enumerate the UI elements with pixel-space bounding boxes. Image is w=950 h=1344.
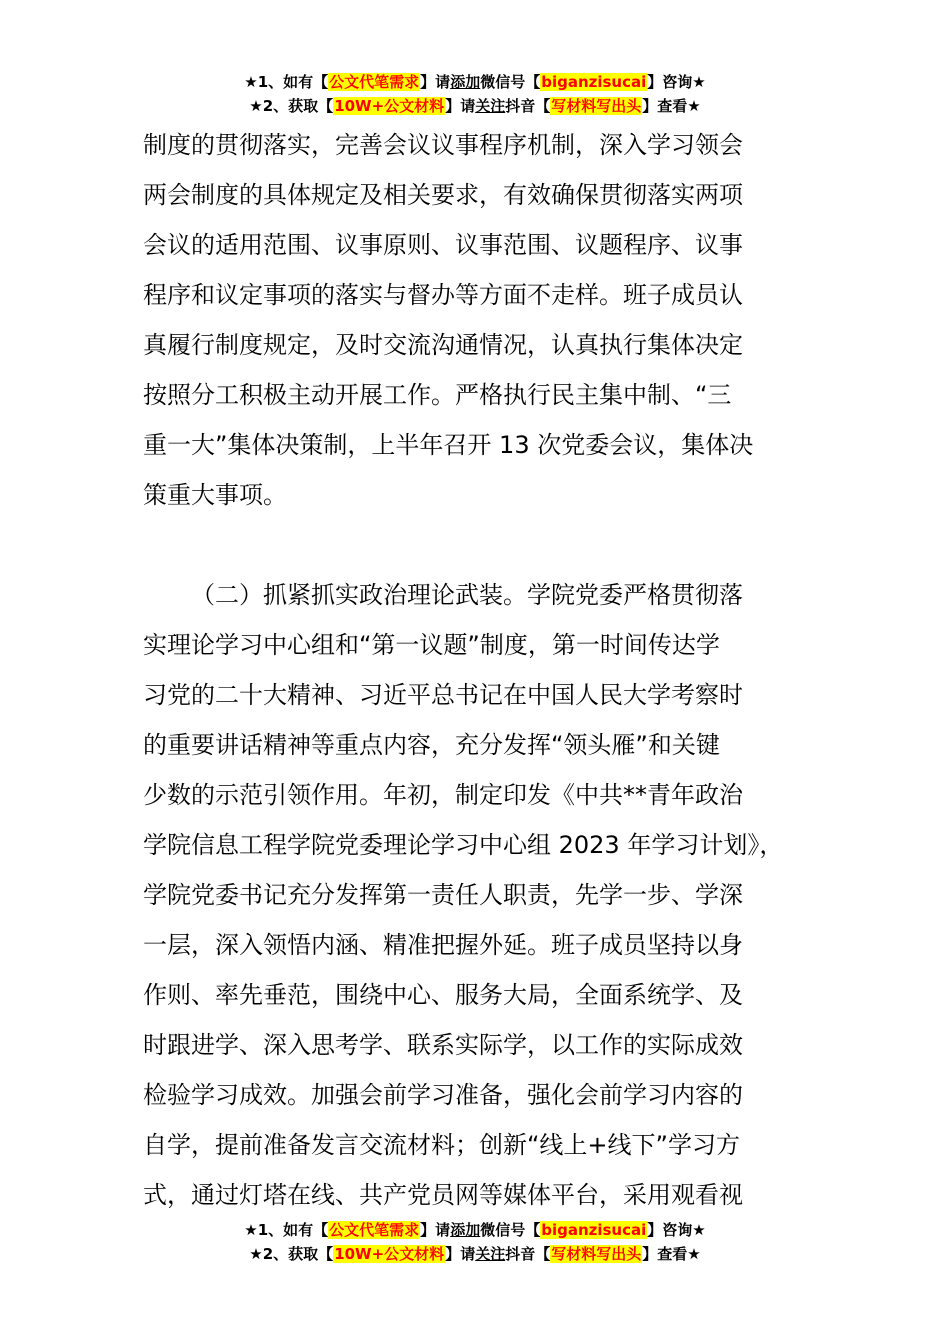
banner-text: ★1、如有【	[244, 1221, 329, 1239]
banner-line-2	[0, 1243, 950, 1267]
text-line: 时跟进学、深入思考学、联系实际学，以工作的实际成效	[143, 1031, 743, 1059]
banner-highlight: 10W+公文材料	[334, 1245, 445, 1263]
banner-text: 微信号【	[480, 1221, 541, 1239]
banner-line-1	[0, 71, 950, 95]
text-line: 一层，深入领悟内涵、精准把握外延。班子成员坚持以身	[143, 931, 743, 959]
banner-highlight: biganzisucai	[541, 1221, 647, 1239]
banner-highlight: 10W+公文材料	[334, 97, 445, 115]
banner-text: 】请	[445, 97, 476, 115]
banner-highlight: biganzisucai	[541, 73, 647, 91]
banner-text: 】咨询★	[647, 1221, 706, 1239]
text-line: 学院党委书记充分发挥第一责任人职责，先学一步、学深	[143, 881, 743, 909]
text-line: 检验学习成效。加强会前学习准备，强化会前学习内容的	[143, 1081, 743, 1109]
banner-underline: 关注	[475, 97, 506, 115]
banner-text: 】请	[420, 1221, 451, 1239]
banner-line-2	[0, 95, 950, 119]
text-line: 按照分工积极主动开展工作。严格执行民主集中制、“三	[143, 381, 732, 409]
text-line: 实理论学习中心组和“第一议题”制度，第一时间传达学	[143, 631, 720, 659]
footer-banner	[0, 1219, 950, 1267]
text-line: 的重要讲话精神等重点内容，充分发挥“领头雁”和关键	[143, 731, 720, 759]
text-line: 制度的贯彻落实，完善会议议事程序机制，深入学习领会	[143, 131, 743, 159]
text-line: 会议的适用范围、议事原则、议事范围、议题程序、议事	[143, 231, 743, 259]
banner-text: 抖音【	[505, 97, 551, 115]
text-line: 自学，提前准备发言交流材料；创新“线上+线下”学习方	[143, 1131, 740, 1159]
text-line: 式，通过灯塔在线、共产党员网等媒体平台，采用观看视	[143, 1181, 743, 1209]
banner-underline: 关注	[475, 1245, 506, 1263]
banner-highlight: 写材料写出头	[551, 97, 642, 115]
banner-line-1	[0, 1219, 950, 1243]
banner-text: 】查看★	[642, 1245, 701, 1263]
text-line: 策重大事项。	[143, 481, 287, 509]
text-line: 学院信息工程学院党委理论学习中心组 2023 年学习计划》，	[143, 831, 784, 859]
text-line: 少数的示范引领作用。年初，制定印发《中共**青年政治	[143, 781, 743, 809]
banner-text: ★1、如有【	[244, 73, 329, 91]
paragraph-1	[143, 120, 813, 520]
banner-text: 】请	[420, 73, 451, 91]
text-line: 两会制度的具体规定及相关要求，有效确保贯彻落实两项	[143, 181, 743, 209]
banner-text: 微信号【	[480, 73, 541, 91]
banner-text: ★2、获取【	[249, 1245, 334, 1263]
banner-underline: 添加	[450, 1221, 481, 1239]
text-line: 真履行制度规定，及时交流沟通情况，认真执行集体决定	[143, 331, 743, 359]
header-banner	[0, 71, 950, 119]
banner-text: 】查看★	[642, 97, 701, 115]
banner-highlight: 写材料写出头	[551, 1245, 642, 1263]
banner-highlight: 公文代笔需求	[329, 73, 420, 91]
paragraph-2	[143, 570, 813, 1220]
banner-text: 】咨询★	[647, 73, 706, 91]
banner-highlight: 公文代笔需求	[329, 1221, 420, 1239]
banner-text: 】请	[445, 1245, 476, 1263]
text-line: 重一大”集体决策制，上半年召开 13 次党委会议，集体决	[143, 431, 754, 459]
text-line: 程序和议定事项的落实与督办等方面不走样。班子成员认	[143, 281, 743, 309]
banner-text: ★2、获取【	[249, 97, 334, 115]
text-line: 作则、率先垂范，围绕中心、服务大局，全面系统学、及	[143, 981, 743, 1009]
banner-text: 抖音【	[505, 1245, 551, 1263]
text-line: （二）抓紧抓实政治理论武装。学院党委严格贯彻落	[191, 581, 743, 609]
banner-underline: 添加	[450, 73, 481, 91]
text-line: 习党的二十大精神、习近平总书记在中国人民大学考察时	[143, 681, 743, 709]
